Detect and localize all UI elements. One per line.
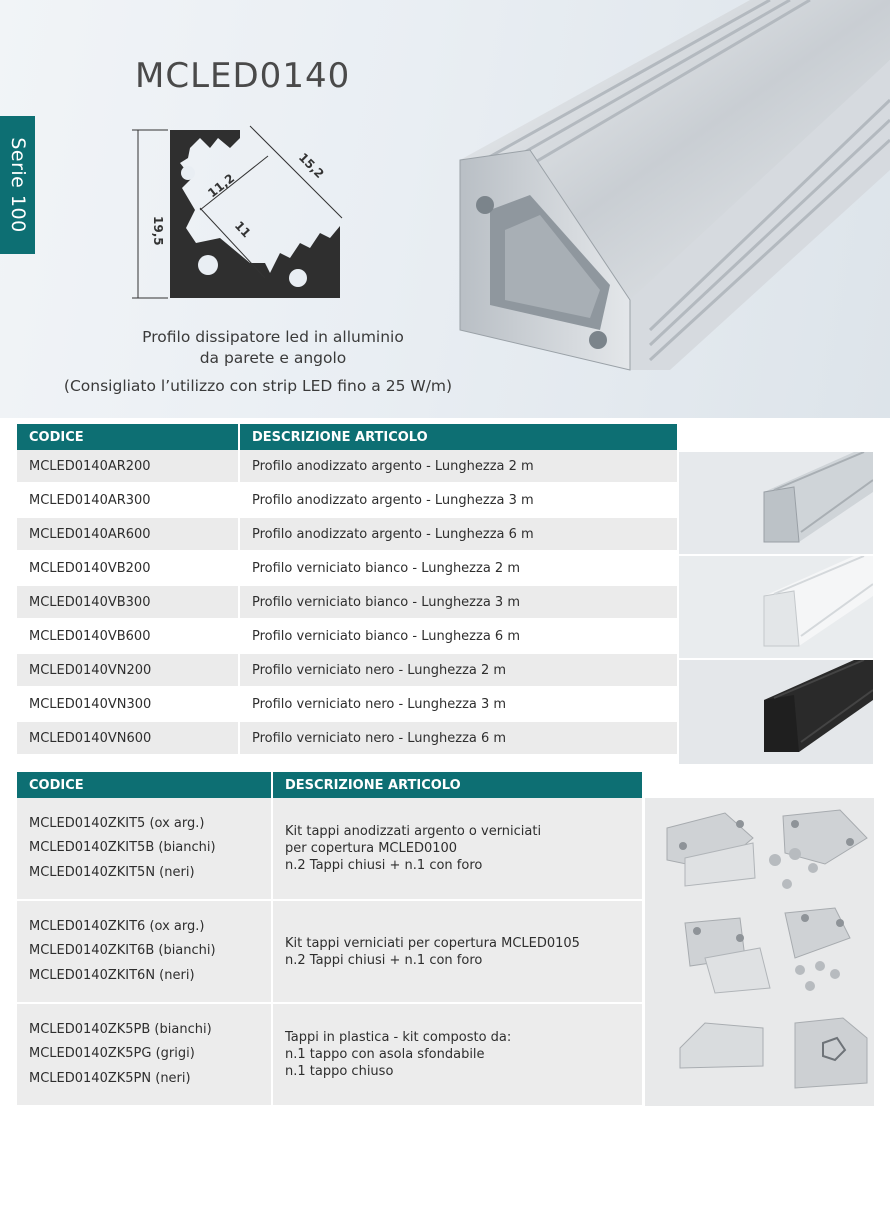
table-row bbox=[17, 798, 644, 901]
header-description: DESCRIZIONE ARTICOLO bbox=[240, 424, 679, 450]
row-code: MCLED0140VN600 bbox=[17, 722, 240, 756]
dim-inner-2: 11 bbox=[231, 218, 254, 241]
header-code: CODICE bbox=[17, 772, 273, 798]
row-description-line: Tappi in plastica - kit composto da: bbox=[285, 1030, 512, 1045]
series-tab bbox=[0, 116, 35, 254]
row-code: MCLED0140VN200 bbox=[17, 654, 240, 688]
row-description-line: Kit tappi verniciati per copertura MCLED0105 bbox=[285, 935, 580, 951]
profiles-table-body bbox=[17, 450, 679, 756]
product-title: MCLED0140 bbox=[135, 56, 351, 96]
row-code: MCLED0140ZKIT5B (bianchi) bbox=[29, 840, 216, 856]
dim-height: 19,5 bbox=[151, 216, 165, 246]
profile-product-render bbox=[450, 0, 890, 390]
row-description bbox=[273, 1004, 644, 1107]
row-description: Profilo verniciato nero - Lunghezza 3 m bbox=[240, 688, 679, 722]
header-code: CODICE bbox=[17, 424, 240, 450]
table-row bbox=[17, 484, 679, 518]
row-code: MCLED0140AR300 bbox=[17, 484, 240, 518]
cross-section-drawing bbox=[120, 118, 360, 308]
row-description bbox=[273, 901, 644, 1004]
table-row bbox=[17, 1004, 644, 1107]
series-tab-label: Serie 100 bbox=[6, 137, 29, 233]
row-code: MCLED0140VB600 bbox=[17, 620, 240, 654]
row-codes bbox=[17, 1004, 273, 1107]
profiles-table bbox=[17, 424, 679, 756]
row-description-line: per copertura MCLED0100 bbox=[285, 841, 458, 856]
row-description-line: n.2 Tappi chiusi + n.1 con foro bbox=[285, 952, 483, 968]
row-description: Profilo verniciato nero - Lunghezza 2 m bbox=[240, 654, 679, 688]
photo-black-profile bbox=[679, 660, 873, 764]
accessories-table bbox=[17, 772, 644, 1107]
row-code: MCLED0140AR200 bbox=[17, 450, 240, 484]
row-code: MCLED0140ZKIT6B (bianchi) bbox=[29, 943, 216, 959]
row-description-line: Kit tappi anodizzati argento o verniciati bbox=[285, 824, 542, 839]
row-code: MCLED0140ZK5PG (grigi) bbox=[29, 1046, 195, 1062]
table-row bbox=[17, 552, 679, 586]
photo-end-caps bbox=[645, 798, 874, 1106]
photo-white-profile bbox=[679, 556, 873, 658]
accessories-table-body bbox=[17, 798, 644, 1107]
row-code: MCLED0140ZKIT6 (ox arg.) bbox=[29, 918, 205, 934]
row-description-line: n.1 tappo chiuso bbox=[285, 1064, 394, 1079]
row-codes bbox=[17, 901, 273, 1004]
table-row bbox=[17, 901, 644, 1004]
row-description: Profilo verniciato bianco - Lunghezza 3 m bbox=[240, 586, 679, 620]
table-row bbox=[17, 586, 679, 620]
table-row bbox=[17, 654, 679, 688]
row-code: MCLED0140ZK5PN (neri) bbox=[29, 1070, 191, 1086]
row-description-line: n.2 Tappi chiusi + n.1 con foro bbox=[285, 858, 483, 873]
row-code: MCLED0140ZKIT5N (neri) bbox=[29, 864, 195, 880]
description-line-3: (Consigliato l’utilizzo con strip LED fino a 25 W/m) bbox=[63, 377, 453, 395]
dim-diagonal: 15,2 bbox=[295, 150, 327, 182]
row-description-line: n.1 tappo con asola sfondabile bbox=[285, 1047, 485, 1062]
row-code: MCLED0140AR600 bbox=[17, 518, 240, 552]
table-row bbox=[17, 620, 679, 654]
row-description: Profilo anodizzato argento - Lunghezza 6 m bbox=[240, 518, 679, 552]
header-description: DESCRIZIONE ARTICOLO bbox=[273, 772, 644, 798]
row-description bbox=[273, 798, 644, 901]
row-code: MCLED0140VB200 bbox=[17, 552, 240, 586]
table-row bbox=[17, 688, 679, 722]
row-description: Profilo verniciato nero - Lunghezza 6 m bbox=[240, 722, 679, 756]
row-codes bbox=[17, 798, 273, 901]
row-description: Profilo anodizzato argento - Lunghezza 2 m bbox=[240, 450, 679, 484]
row-code: MCLED0140ZKIT6N (neri) bbox=[29, 967, 195, 983]
description-line-2: da parete e angolo bbox=[199, 349, 347, 367]
row-code: MCLED0140ZKIT5 (ox arg.) bbox=[29, 815, 205, 831]
row-code: MCLED0140VN300 bbox=[17, 688, 240, 722]
table-row bbox=[17, 722, 679, 756]
hero-banner bbox=[0, 0, 890, 418]
photo-silver-profile bbox=[679, 452, 873, 554]
table-row bbox=[17, 518, 679, 552]
row-description: Profilo verniciato bianco - Lunghezza 2 m bbox=[240, 552, 679, 586]
row-description: Profilo verniciato bianco - Lunghezza 6 m bbox=[240, 620, 679, 654]
dim-inner-1: 11,2 bbox=[205, 171, 238, 201]
description-line-1: Profilo dissipatore led in alluminio bbox=[142, 328, 404, 346]
table-row bbox=[17, 450, 679, 484]
row-description: Profilo anodizzato argento - Lunghezza 3 m bbox=[240, 484, 679, 518]
row-code: MCLED0140ZK5PB (bianchi) bbox=[29, 1021, 212, 1037]
row-code: MCLED0140VB300 bbox=[17, 586, 240, 620]
